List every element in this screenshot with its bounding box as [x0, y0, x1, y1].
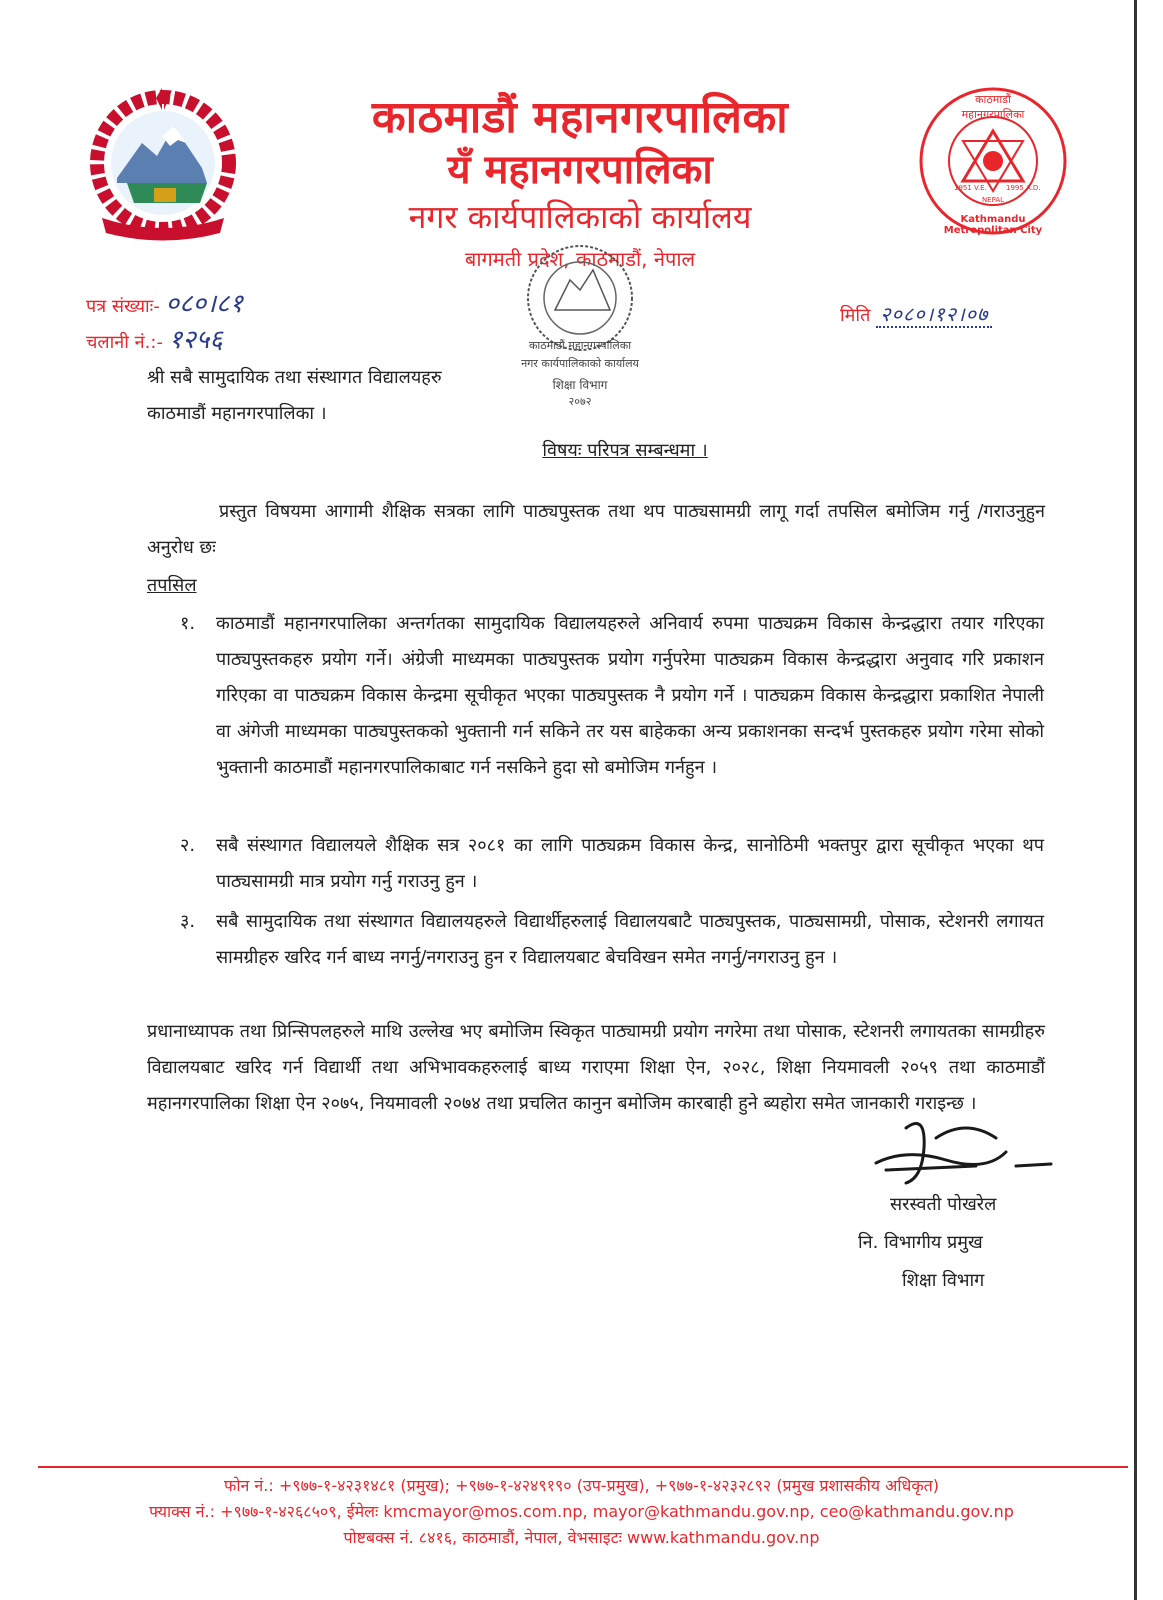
signature-icon [866, 1108, 1056, 1198]
recipient-line-1: श्री सबै सामुदायिक तथा संस्थागत विद्यालयहरु [147, 367, 442, 388]
seal-year-right: 1995 A.D. [1006, 184, 1041, 192]
item-2-number: २. [180, 835, 196, 856]
signatory-department: शिक्षा विभाग [902, 1270, 985, 1291]
item-1-text: काठमाडौं महानगरपालिका अन्तर्गतका सामुदायिक विद्यालयहरुले अनिवार्य रुपमा पाठ्यक्रम विकास केन्द्रद्धारा तयार गरिएका पाठ्यपुस्तकहरु प्रयोग गर्ने। अंग्रेजी माध्यमका पाठ्यपुस्तक प्रयोग गर्नुपरेमा पाठ्यक्रम विकास केन्द्रद्धारा अनुवाद गरि प्रकाशन गरिएका वा पाठ्यक्रम विकास केन्द्रमा सूचीकृत भएका पाठ्यपुस्तक नै प्रयोग गर्ने । पाठ्यक्रम विकास केन्द्रद्धारा प्रकाशित नेपाली वा अंगेजी माध्यमका पाठ्यपुस्तकको भुक्तानी गर्न सकिने तर यस बाहेकका अन्य प्रकाशनका सन्दर्भ पुस्तकहरु प्रयोग गरेमा सोको भुक्तानी काठमाडौं महानगरपालिकाबाट गर्न नसकिने हुदा सो बमोजिम गर्नहुन । [216, 613, 1044, 778]
item-3-text: सबै सामुदायिक तथा संस्थागत विद्यालयहरुले विद्यार्थीहरुलाई विद्यालयबाटै पाठ्यपुस्तक, पाठ्यसामग्री, पोसाक, स्टेशनरी लगायत सामग्रीहरु खरिद गर्न बाध्य नगर्नु/नगराउनु हुन र विद्यालयबाट बेचविखन समेत नगर्नु/नगराउनु हुन । [216, 911, 1044, 968]
scan-edge [1134, 0, 1137, 1600]
office-address: बागमती प्रदेश, काठमाडौं, नेपाल [464, 247, 696, 271]
office-title-executive: नगर कार्यपालिकाको कार्यालय [408, 198, 752, 236]
date-row [840, 300, 992, 327]
stamp-line-2: नगर कार्यपालिकाको कार्यालय [521, 357, 639, 370]
seal-text-bottom: Kathmandu Metropolitan City [943, 214, 1043, 236]
stamp-line-4: २०७२ [568, 395, 592, 408]
closing-paragraph: प्रधानाध्यापक तथा प्रिन्सिपलहरुले माथि उल्लेख भए बमोजिम स्विकृत पाठ्यामग्री प्रयोग नगरेमा तथा पोसाक, स्टेशनरी लगायतका सामग्रीहरु विद्यालयबाट खरिद गर्न विद्यार्थी तथा अभिभावकहरुलाई बाध्य गराएमा शिक्षा ऐन, २०२८, शिक्षा नियमावली २०५९ तथा काठमाडौं महानगरपालिका शिक्षा ऐन २०७५, नियमावली २०७४ तथा प्रचलित कानुन बमोजिम कारबाही हुने ब्यहोरा समेत जानकारी गराइन्छ । [147, 1021, 1045, 1114]
footer-divider [38, 1466, 1128, 1468]
date-value: २०८०।१२।०७ [876, 302, 992, 328]
dispatch-number-value: १२५६ [168, 325, 223, 355]
seal-nepal: NEPAL [981, 196, 1005, 204]
item-2-text: सबै संस्थागत विद्यालयले शैक्षिक सत्र २०८१ का लागि पाठ्यक्रम विकास केन्द्र, सानोठिमी भक्तपुर द्वारा सूचीकृत भएका थप पाठ्यसामग्री मात्र प्रयोग गर्नु गराउनु हुन । [216, 835, 1044, 892]
stamp-line-1: काठमाडौं महानगरपालिका [528, 339, 632, 352]
footer-phone: फोन नं.: +९७७-१-४२३१४८१ (प्रमुख); +९७७-१-४२४९१९० (उप-प्रमुख), +९७७-१-४२३२८९२ (प्रमुख प्रशासकीय अधिकृत) [223, 1476, 940, 1495]
handwritten-signature [866, 1108, 1056, 1198]
letter-number-value: ०८०।८१ [165, 289, 244, 319]
kmc-seal [918, 86, 1068, 236]
item-3-number: ३. [180, 911, 196, 932]
letter-number-row [86, 284, 243, 320]
letter-subject: विषयः परिपत्र सम्बन्धमा । [542, 440, 708, 461]
signatory-name: सरस्वती पोखरेल [890, 1194, 997, 1215]
seal-text-top: काठमाडौं महानगरपालिका [961, 93, 1025, 121]
tapasil-label: तपसिल [147, 575, 197, 596]
nepal-emblem [82, 88, 244, 243]
footer-fax-email: फ्याक्स नं.: +९७७-१-४२६८५०९, ईमेलः kmcmayor@mos.com.np, mayor@kathmandu.gov.np, ceo@kathmandu.gov.np [149, 1502, 1014, 1521]
body-intro: प्रस्तुत विषयमा आगामी शैक्षिक सत्रका लागि पाठ्यपुस्तक तथा थप पाठ्यसामग्री लागू गर्दा तपसिल बमोजिम गर्नु /गराउनुहुन अनुरोध छः [147, 501, 1045, 558]
office-title-newari: यँ महानगरपालिका [447, 147, 713, 193]
dispatch-number-label: चलानी नं.:- [86, 332, 163, 353]
letter-number-label: पत्र संख्याः- [86, 296, 160, 317]
signatory-title: नि. विभागीय प्रमुख [858, 1232, 983, 1253]
seal-year-left: 1951 V.E. [954, 184, 987, 192]
office-title-main: काठमाडौं महानगरपालिका [371, 92, 789, 143]
dispatch-number-row [86, 320, 223, 356]
recipient-line-2: काठमाडौं महानगरपालिका । [147, 403, 327, 424]
stamp-line-3: शिक्षा विभाग [552, 378, 608, 392]
item-1-number: १. [180, 613, 196, 634]
date-label: मिति [840, 305, 871, 326]
emblem-icon [82, 88, 244, 243]
footer-postbox-website: पोष्टबक्स नं. ८४१६, काठमाडौं, नेपाल, वेभसाइटः www.kathmandu.gov.np [343, 1528, 820, 1547]
